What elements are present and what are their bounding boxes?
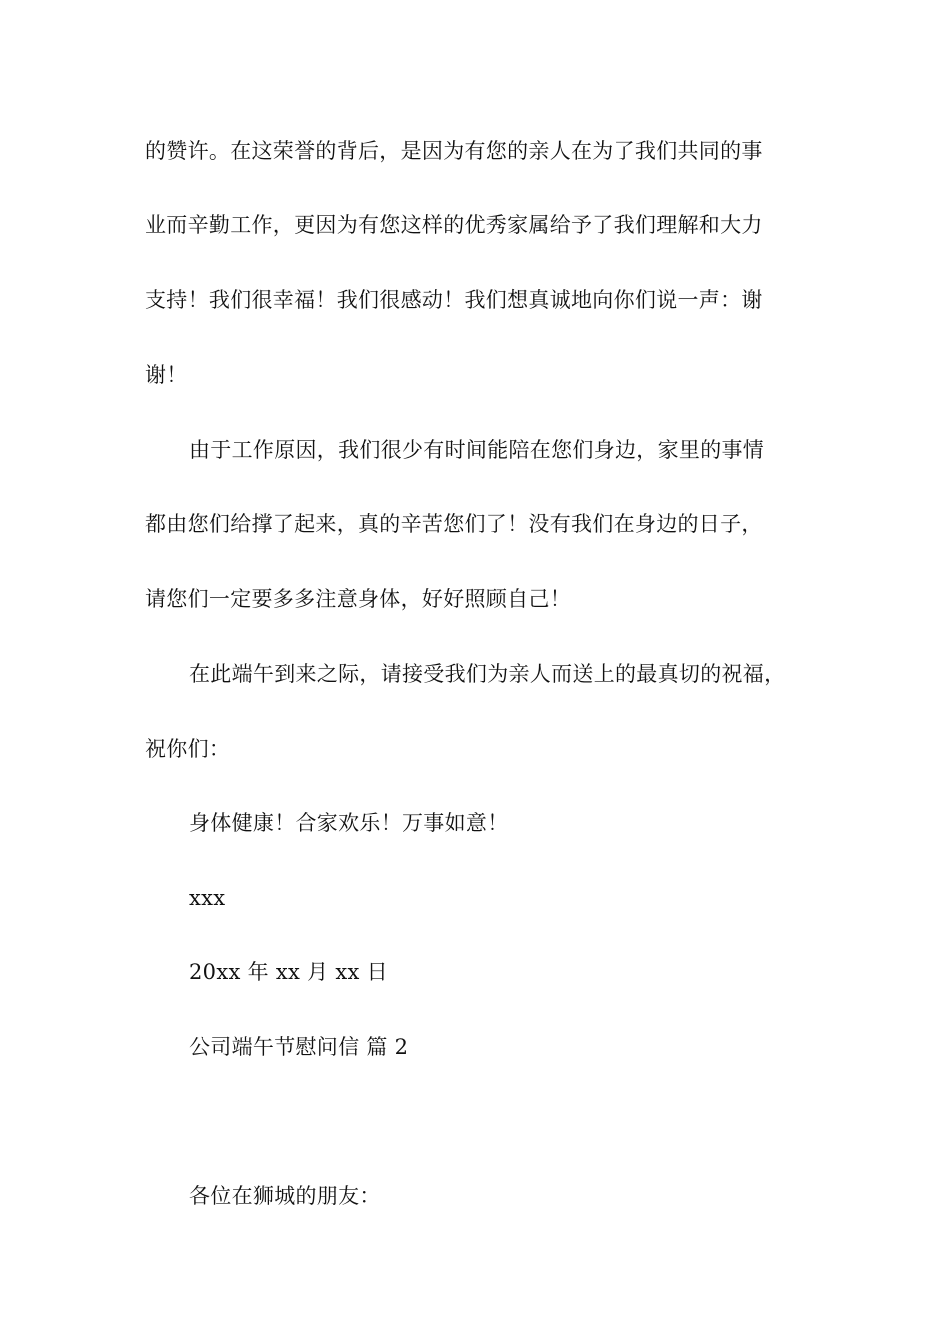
- signature-name: xxx: [189, 886, 226, 910]
- paragraph-line-5: 由于工作原因，我们很少有时间能陪在您们身边，家里的事情: [189, 438, 765, 462]
- paragraph-line-7: 请您们一定要多多注意身体，好好照顾自己！: [145, 587, 571, 611]
- paragraph-line-9: 祝你们：: [145, 737, 231, 761]
- paragraph-line-2: 业而辛勤工作，更因为有您这样的优秀家属给予了我们理解和大力: [145, 213, 763, 237]
- paragraph-line-8: 在此端午到来之际，请接受我们为亲人而送上的最真切的祝福，: [189, 662, 786, 686]
- paragraph-line-4: 谢！: [145, 363, 188, 387]
- salutation: 各位在狮城的朋友：: [189, 1184, 381, 1208]
- paragraph-line-3: 支持！我们很幸福！我们很感动！我们想真诚地向你们说一声：谢: [145, 288, 763, 312]
- paragraph-line-1: 的赞许。在这荣誉的背后，是因为有您的亲人在为了我们共同的事: [145, 139, 763, 163]
- section-heading: 公司端午节慰问信 篇 2: [189, 1035, 409, 1059]
- greeting-wishes: 身体健康！合家欢乐！万事如意！: [189, 811, 509, 835]
- signature-date: 20xx 年 xx 月 xx 日: [189, 960, 388, 984]
- paragraph-line-6: 都由您们给撑了起来，真的辛苦您们了！没有我们在身边的日子，: [145, 512, 763, 536]
